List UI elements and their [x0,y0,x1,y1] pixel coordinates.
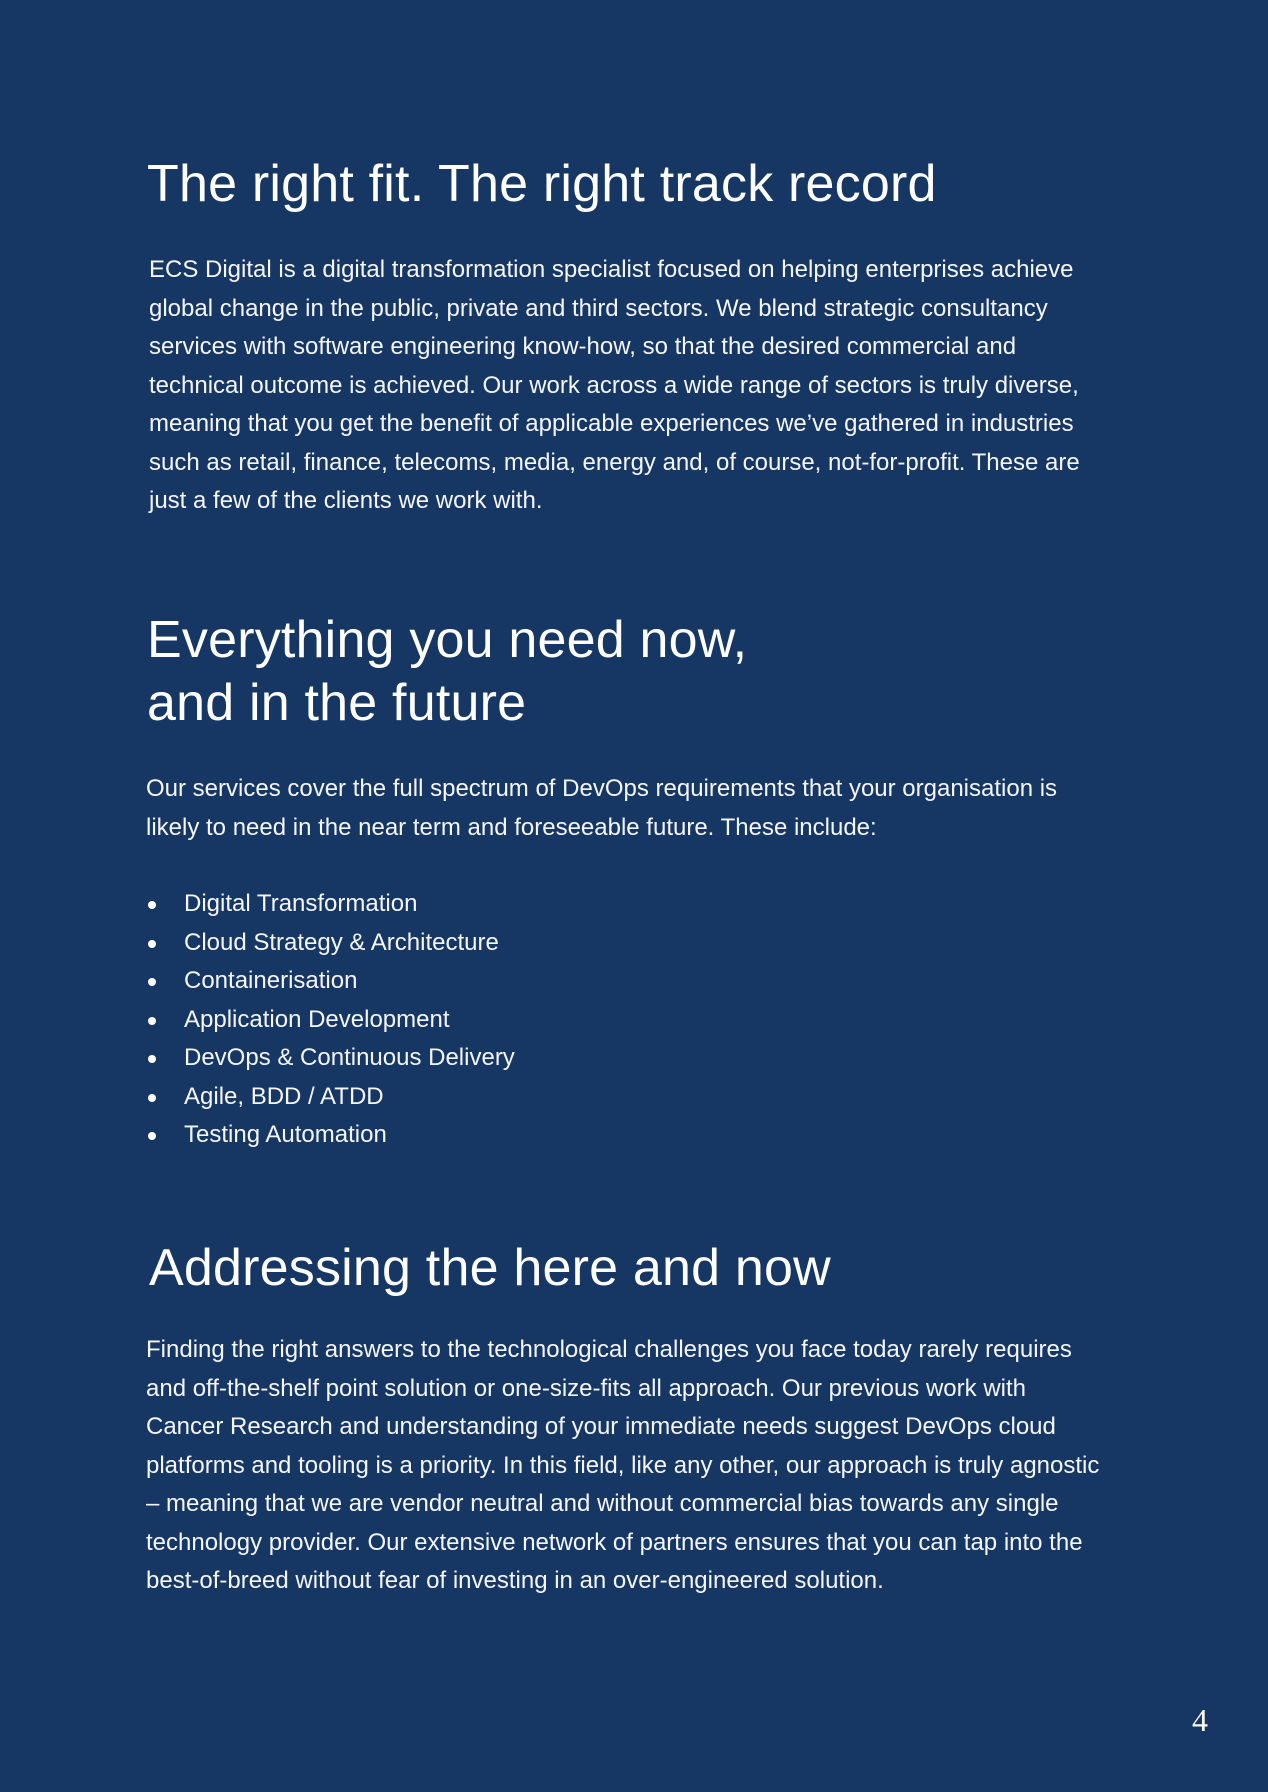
bullet-icon [148,1017,156,1025]
list-item-label: Testing Automation [184,1121,387,1148]
list-item [146,1001,515,1040]
page-number: 4 [1192,1702,1208,1738]
section-paragraph-track-record: ECS Digital is a digital transformation specialist focused on helping enterprises achieve global change in the public, private and third sectors. We blend strategic consultancy services with software engineering know-how, so that the desired commercial and technical outcome is achieved. Our work across a wide range of sectors is truly diverse, meaning that you get the benefit of applicable experiences we’ve gathered in industries such as retail, finance, telecoms, media, energy and, of course, not-for-profit. These are just a few of the clients we work with. [149,256,1080,514]
list-item-label: Cloud Strategy & Architecture [184,928,499,956]
list-item [146,1039,515,1078]
bullet-icon [148,940,156,948]
section-paragraph-here-and-now: Finding the right answers to the technological challenges you face today rarely requires and off-the-shelf point solution or one-size-fits all approach. Our previous work with Cancer Research and understanding of your immediate needs suggest DevOps cloud platforms and tooling is a priority. In this field, like any other, our approach is truly agnostic – meaning that we are vendor neutral and without commercial bias towards any single technology provider. Our extensive network of partners ensures that you can tap into the best-of-breed without fear of investing in an over-engineered solution. [146,1336,1100,1594]
bullet-icon [148,1055,156,1063]
section-heading-needs-line1: Everything you need now, [147,611,748,669]
bullet-icon [148,1132,156,1140]
list-item-label: Agile, BDD / ATDD [184,1082,384,1110]
list-item [146,1116,515,1155]
list-item [146,885,515,924]
list-item [146,924,515,963]
section-heading-needs-line2: and in the future [147,674,527,732]
list-item-label: Containerisation [184,967,358,994]
bullet-icon [148,1094,156,1102]
list-item [146,1078,515,1117]
list-item-label: DevOps & Continuous Delivery [184,1044,515,1071]
list-item-label: Digital Transformation [184,890,418,917]
section-heading-track-record: The right fit. The right track record [147,155,937,213]
services-list [146,885,515,1155]
list-item [146,962,515,1001]
section-paragraph-needs: Our services cover the full spectrum of DevOps requirements that your organisation is likely to need in the near term and foreseeable future. These include: [146,775,1058,841]
list-item-label: Application Development [184,1005,450,1033]
bullet-icon [148,901,156,909]
bullet-icon [148,978,156,986]
section-heading-here-and-now: Addressing the here and now [149,1239,831,1297]
